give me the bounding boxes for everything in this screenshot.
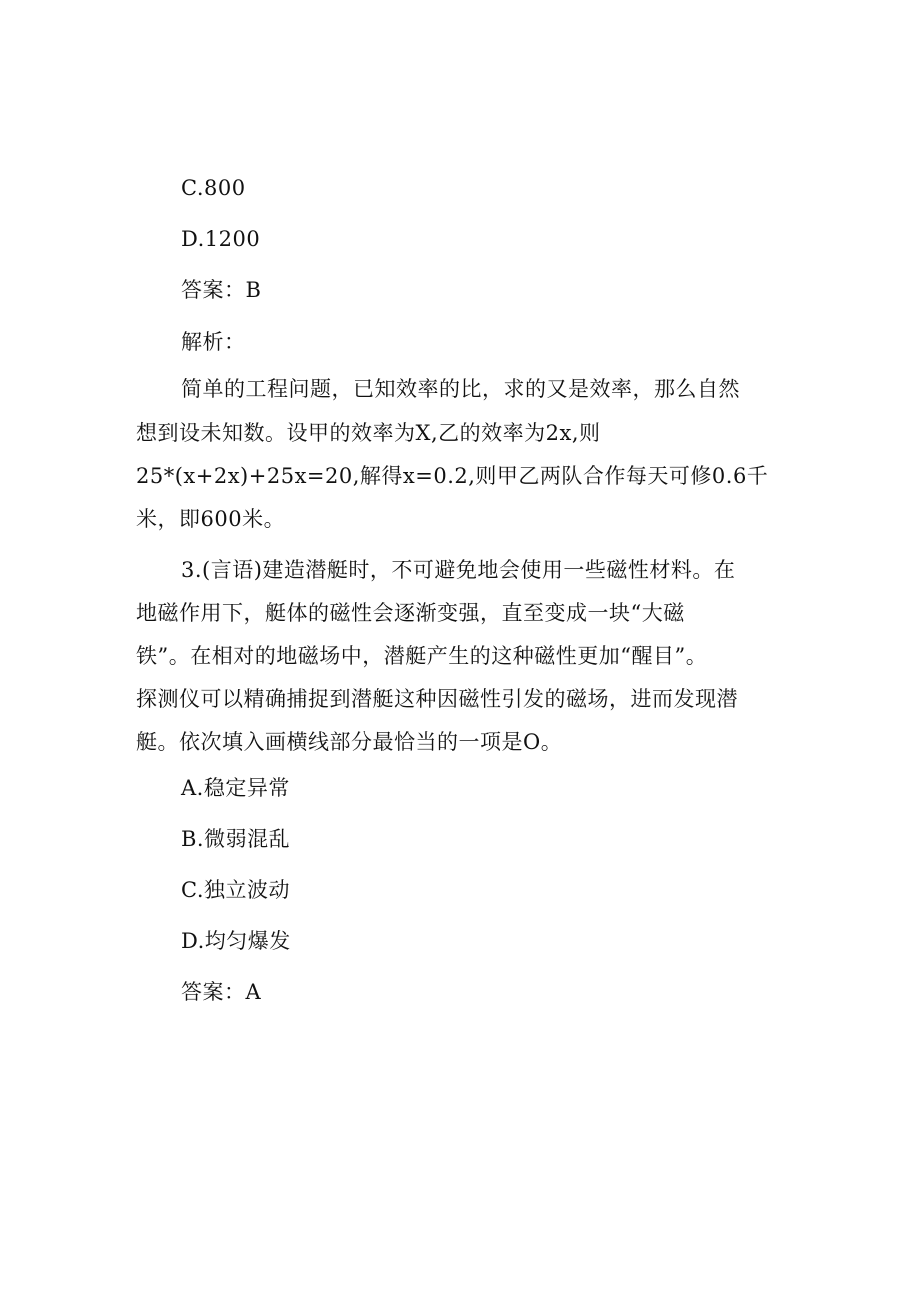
analysis-line: 想到设未知数。设甲的效率为X,乙的效率为2x,则	[136, 421, 601, 445]
analysis-line: 25*(x+2x)+25x=20,解得x=0.2,则甲乙两队合作每天可修0.6千	[136, 464, 769, 488]
question-line: 艇。依次填入画横线部分最恰当的一项是O。	[136, 730, 563, 754]
analysis-line: 简单的工程问题，已知效率的比，求的又是效率，那么自然	[181, 377, 740, 401]
option-a: A.稳定异常	[181, 776, 290, 800]
question-line: 地磁作用下，艇体的磁性会逐渐变强，直至变成一块“大磁	[136, 601, 685, 625]
option-d: D.均匀爆发	[181, 929, 291, 953]
analysis-label: 解析：	[181, 330, 246, 354]
answer-line: 答案：A	[181, 980, 262, 1004]
option-b: B.微弱混乱	[181, 827, 291, 851]
answer-line: 答案：B	[181, 278, 262, 302]
question-line: 3.(言语)建造潜艇时，不可避免地会使用一些磁性材料。在	[181, 558, 736, 582]
question-line: 探测仪可以精确捕捉到潜艇这种因磁性引发的磁场，进而发现潜	[136, 687, 738, 711]
option-d: D.1200	[181, 227, 261, 251]
analysis-line: 米，即600米。	[136, 507, 286, 531]
option-c: C.800	[181, 176, 246, 200]
option-c: C.独立波动	[181, 878, 290, 902]
question-line: 铁”。在相对的地磁场中，潜艇产生的这种磁性更加“醒目”。	[136, 644, 708, 668]
